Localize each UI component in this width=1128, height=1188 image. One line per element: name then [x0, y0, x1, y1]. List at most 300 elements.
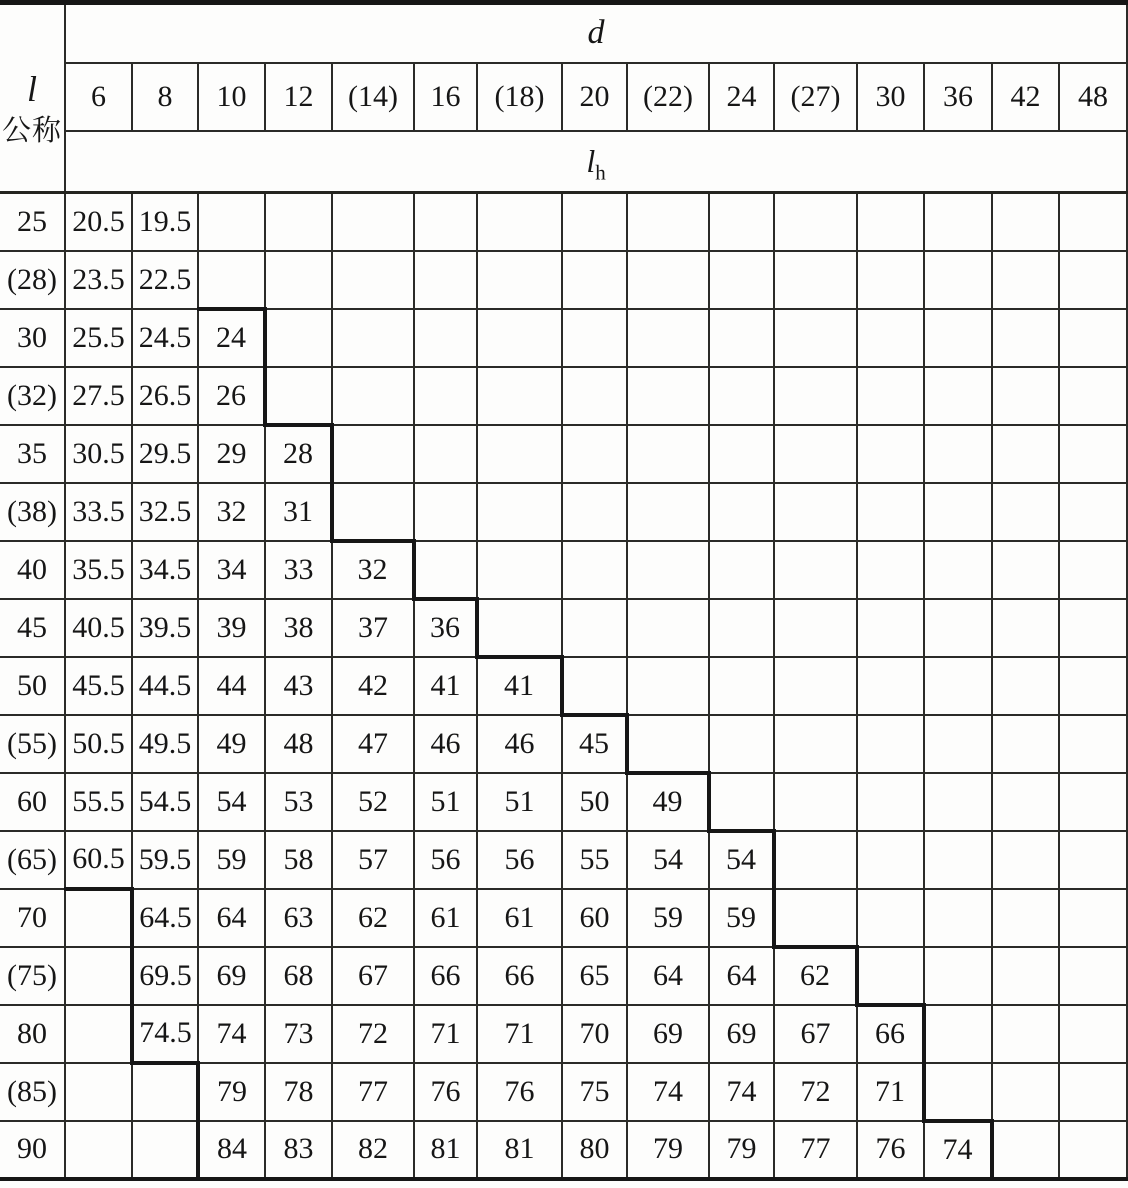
table-cell: 59.5	[132, 831, 198, 889]
row-label: 50	[0, 657, 65, 715]
table-cell: 74	[924, 1121, 992, 1179]
corner-symbol-l: l	[26, 69, 37, 109]
empty-cell	[627, 715, 709, 773]
corner-label-nominal: 公称	[1, 115, 62, 147]
empty-cell	[709, 251, 774, 309]
empty-cell	[924, 309, 992, 367]
table-cell: 43	[265, 657, 332, 715]
col-header-d-30: 30	[857, 63, 924, 131]
empty-cell	[992, 889, 1059, 947]
table-row-l-70	[0, 889, 1127, 947]
empty-cell	[627, 193, 709, 251]
table-cell: 31	[265, 483, 332, 541]
table-cell: 60.5	[65, 831, 132, 889]
table-row-l-50	[0, 657, 1127, 715]
empty-cell	[477, 599, 562, 657]
empty-cell	[477, 367, 562, 425]
empty-cell	[198, 193, 265, 251]
row-label: 40	[0, 541, 65, 599]
empty-cell	[65, 947, 132, 1005]
empty-cell	[332, 483, 414, 541]
table-cell: 72	[774, 1063, 857, 1121]
empty-cell	[1059, 599, 1127, 657]
table-cell: 52	[332, 773, 414, 831]
empty-cell	[627, 483, 709, 541]
row-label: 45	[0, 599, 65, 657]
column-group-header-d: d	[65, 3, 1127, 63]
empty-cell	[1059, 367, 1127, 425]
empty-cell	[857, 541, 924, 599]
row-label: 30	[0, 309, 65, 367]
empty-cell	[774, 309, 857, 367]
table-cell: 47	[332, 715, 414, 773]
row-label: 90	[0, 1121, 65, 1179]
empty-cell	[709, 483, 774, 541]
table-cell: 34.5	[132, 541, 198, 599]
table-cell: 32	[198, 483, 265, 541]
empty-cell	[65, 1121, 132, 1179]
empty-cell	[857, 483, 924, 541]
table-cell: 45.5	[65, 657, 132, 715]
table-cell: 77	[774, 1121, 857, 1179]
empty-cell	[774, 425, 857, 483]
table-cell: 44.5	[132, 657, 198, 715]
table-cell: 66	[414, 947, 477, 1005]
table-cell: 65	[562, 947, 627, 1005]
empty-cell	[709, 367, 774, 425]
table-cell: 55	[562, 831, 627, 889]
table-cell: 67	[774, 1005, 857, 1063]
col-header-d-22: (22)	[627, 63, 709, 131]
table-cell: 60	[562, 889, 627, 947]
empty-cell	[332, 425, 414, 483]
col-header-d-14: (14)	[332, 63, 414, 131]
table-cell: 84	[198, 1121, 265, 1179]
table-cell: 78	[265, 1063, 332, 1121]
table-cell: 64	[709, 947, 774, 1005]
table-cell: 23.5	[65, 251, 132, 309]
table-cell: 83	[265, 1121, 332, 1179]
empty-cell	[1059, 773, 1127, 831]
table-cell: 33	[265, 541, 332, 599]
col-header-d-42: 42	[992, 63, 1059, 131]
table-row-l-45	[0, 599, 1127, 657]
col-header-d-24: 24	[709, 63, 774, 131]
empty-cell	[1059, 1121, 1127, 1179]
table-cell: 56	[477, 831, 562, 889]
empty-cell	[132, 1063, 198, 1121]
table-cell: 19.5	[132, 193, 198, 251]
corner-header-nominal-length	[0, 3, 65, 193]
empty-cell	[562, 483, 627, 541]
empty-cell	[1059, 1063, 1127, 1121]
empty-cell	[992, 367, 1059, 425]
row-label: (28)	[0, 251, 65, 309]
col-header-d-8: 8	[132, 63, 198, 131]
diameter-group-row	[0, 3, 1127, 63]
empty-cell	[924, 947, 992, 1005]
table-row-l-90	[0, 1121, 1127, 1179]
empty-cell	[627, 309, 709, 367]
empty-cell	[414, 309, 477, 367]
table-cell: 80	[562, 1121, 627, 1179]
table-cell: 55.5	[65, 773, 132, 831]
empty-cell	[1059, 1005, 1127, 1063]
empty-cell	[924, 251, 992, 309]
table-cell: 45	[562, 715, 627, 773]
table-cell: 28	[265, 425, 332, 483]
empty-cell	[1059, 947, 1127, 1005]
table-cell: 54	[198, 773, 265, 831]
empty-cell	[562, 367, 627, 425]
row-label: 25	[0, 193, 65, 251]
empty-cell	[477, 425, 562, 483]
empty-cell	[992, 425, 1059, 483]
table-cell: 67	[332, 947, 414, 1005]
table-cell: 50.5	[65, 715, 132, 773]
row-label: (32)	[0, 367, 65, 425]
empty-cell	[265, 251, 332, 309]
table-row-l-60	[0, 773, 1127, 831]
table-cell: 53	[265, 773, 332, 831]
table-cell: 74	[627, 1063, 709, 1121]
empty-cell	[924, 889, 992, 947]
empty-cell	[627, 425, 709, 483]
col-header-d-18: (18)	[477, 63, 562, 131]
empty-cell	[774, 483, 857, 541]
empty-cell	[774, 715, 857, 773]
empty-cell	[562, 541, 627, 599]
empty-cell	[992, 251, 1059, 309]
empty-cell	[1059, 193, 1127, 251]
empty-cell	[627, 367, 709, 425]
table-cell: 64.5	[132, 889, 198, 947]
col-header-d-16: 16	[414, 63, 477, 131]
table-cell: 72	[332, 1005, 414, 1063]
empty-cell	[65, 1063, 132, 1121]
table-cell: 68	[265, 947, 332, 1005]
table-cell: 49	[198, 715, 265, 773]
table-cell: 34	[198, 541, 265, 599]
table-cell: 24	[198, 309, 265, 367]
empty-cell	[414, 367, 477, 425]
table-cell: 39.5	[132, 599, 198, 657]
table-cell: 54.5	[132, 773, 198, 831]
lh-symbol-l: l	[586, 142, 596, 179]
empty-cell	[857, 657, 924, 715]
table-row-l-35	[0, 425, 1127, 483]
col-header-d-27: (27)	[774, 63, 857, 131]
empty-cell	[1059, 715, 1127, 773]
empty-cell	[562, 251, 627, 309]
table-cell: 38	[265, 599, 332, 657]
empty-cell	[414, 425, 477, 483]
empty-cell	[857, 831, 924, 889]
empty-cell	[627, 657, 709, 715]
row-label: (75)	[0, 947, 65, 1005]
empty-cell	[65, 889, 132, 947]
empty-cell	[857, 193, 924, 251]
empty-cell	[65, 1005, 132, 1063]
empty-cell	[857, 947, 924, 1005]
table-cell: 54	[627, 831, 709, 889]
table-cell: 71	[414, 1005, 477, 1063]
empty-cell	[992, 773, 1059, 831]
table-cell: 39	[198, 599, 265, 657]
empty-cell	[132, 1121, 198, 1179]
table-cell: 41	[414, 657, 477, 715]
empty-cell	[709, 309, 774, 367]
table-cell: 42	[332, 657, 414, 715]
empty-cell	[992, 715, 1059, 773]
table-row-l-75	[0, 947, 1127, 1005]
table-cell: 56	[414, 831, 477, 889]
table-cell: 54	[709, 831, 774, 889]
table-row-l-40	[0, 541, 1127, 599]
table-cell: 79	[627, 1121, 709, 1179]
table-cell: 49	[627, 773, 709, 831]
row-label: 80	[0, 1005, 65, 1063]
table-cell: 74	[709, 1063, 774, 1121]
col-header-d-12: 12	[265, 63, 332, 131]
empty-cell	[857, 599, 924, 657]
table-cell: 41	[477, 657, 562, 715]
table-header	[0, 3, 1127, 193]
empty-cell	[774, 251, 857, 309]
empty-cell	[709, 599, 774, 657]
empty-cell	[992, 1063, 1059, 1121]
table-cell: 79	[198, 1063, 265, 1121]
table-row-l-32	[0, 367, 1127, 425]
diameter-values-row	[0, 63, 1127, 131]
empty-cell	[924, 599, 992, 657]
empty-cell	[924, 1005, 992, 1063]
table-cell: 29.5	[132, 425, 198, 483]
empty-cell	[924, 1063, 992, 1121]
table-cell: 63	[265, 889, 332, 947]
table-cell: 46	[477, 715, 562, 773]
empty-cell	[992, 541, 1059, 599]
table-row-l-55	[0, 715, 1127, 773]
empty-cell	[857, 309, 924, 367]
empty-cell	[924, 715, 992, 773]
empty-cell	[774, 367, 857, 425]
table-cell: 64	[627, 947, 709, 1005]
empty-cell	[774, 657, 857, 715]
empty-cell	[477, 309, 562, 367]
table-cell: 62	[332, 889, 414, 947]
table-cell: 51	[414, 773, 477, 831]
empty-cell	[924, 657, 992, 715]
table-cell: 29	[198, 425, 265, 483]
table-cell: 69.5	[132, 947, 198, 1005]
empty-cell	[627, 541, 709, 599]
empty-cell	[562, 309, 627, 367]
table-cell: 20.5	[65, 193, 132, 251]
table-cell: 71	[477, 1005, 562, 1063]
table-cell: 58	[265, 831, 332, 889]
table-cell: 36	[414, 599, 477, 657]
table-cell: 69	[627, 1005, 709, 1063]
table-cell: 46	[414, 715, 477, 773]
table-cell: 49.5	[132, 715, 198, 773]
col-header-d-36: 36	[924, 63, 992, 131]
table-cell: 59	[709, 889, 774, 947]
empty-cell	[1059, 309, 1127, 367]
table-cell: 70	[562, 1005, 627, 1063]
table-cell: 37	[332, 599, 414, 657]
col-header-d-48: 48	[1059, 63, 1127, 131]
empty-cell	[857, 889, 924, 947]
empty-cell	[332, 367, 414, 425]
lh-subscript-h: h	[595, 160, 606, 185]
empty-cell	[774, 541, 857, 599]
col-header-d-20: 20	[562, 63, 627, 131]
table-cell: 26.5	[132, 367, 198, 425]
table-cell: 40.5	[65, 599, 132, 657]
row-label: 60	[0, 773, 65, 831]
table-cell: 74	[198, 1005, 265, 1063]
table-cell: 61	[414, 889, 477, 947]
empty-cell	[627, 251, 709, 309]
empty-cell	[774, 773, 857, 831]
empty-cell	[992, 1005, 1059, 1063]
table-cell: 33.5	[65, 483, 132, 541]
subheader-lh-row	[0, 131, 1127, 193]
empty-cell	[414, 541, 477, 599]
table-cell: 30.5	[65, 425, 132, 483]
table-cell: 73	[265, 1005, 332, 1063]
empty-cell	[857, 251, 924, 309]
table-row-l-80	[0, 1005, 1127, 1063]
table-cell: 59	[198, 831, 265, 889]
row-label: (55)	[0, 715, 65, 773]
table-cell: 35.5	[65, 541, 132, 599]
table-cell: 76	[414, 1063, 477, 1121]
table-cell: 71	[857, 1063, 924, 1121]
table-cell: 32	[332, 541, 414, 599]
table-cell: 66	[477, 947, 562, 1005]
empty-cell	[774, 193, 857, 251]
empty-cell	[1059, 425, 1127, 483]
table-cell: 51	[477, 773, 562, 831]
table-cell: 59	[627, 889, 709, 947]
table-row-l-65	[0, 831, 1127, 889]
table-row-l-38	[0, 483, 1127, 541]
table-cell: 25.5	[65, 309, 132, 367]
empty-cell	[198, 251, 265, 309]
empty-cell	[1059, 831, 1127, 889]
col-header-d-6: 6	[65, 63, 132, 131]
table-cell: 69	[709, 1005, 774, 1063]
empty-cell	[774, 599, 857, 657]
empty-cell	[265, 193, 332, 251]
empty-cell	[709, 425, 774, 483]
row-label: (85)	[0, 1063, 65, 1121]
table-cell: 50	[562, 773, 627, 831]
table-cell: 27.5	[65, 367, 132, 425]
empty-cell	[477, 193, 562, 251]
empty-cell	[992, 831, 1059, 889]
empty-cell	[992, 483, 1059, 541]
subheader-lh	[65, 131, 1127, 193]
empty-cell	[857, 425, 924, 483]
empty-cell	[992, 309, 1059, 367]
empty-cell	[332, 193, 414, 251]
empty-cell	[709, 541, 774, 599]
empty-cell	[414, 483, 477, 541]
empty-cell	[627, 599, 709, 657]
table-body	[0, 193, 1127, 1179]
table-cell: 82	[332, 1121, 414, 1179]
empty-cell	[774, 889, 857, 947]
table-cell: 81	[477, 1121, 562, 1179]
empty-cell	[265, 309, 332, 367]
table-cell: 57	[332, 831, 414, 889]
table-cell: 77	[332, 1063, 414, 1121]
empty-cell	[1059, 251, 1127, 309]
empty-cell	[924, 773, 992, 831]
row-label: (38)	[0, 483, 65, 541]
empty-cell	[1059, 657, 1127, 715]
table-cell: 64	[198, 889, 265, 947]
table-cell: 32.5	[132, 483, 198, 541]
empty-cell	[924, 367, 992, 425]
table-cell: 66	[857, 1005, 924, 1063]
table-cell: 44	[198, 657, 265, 715]
empty-cell	[265, 367, 332, 425]
table-row-l-25	[0, 193, 1127, 251]
row-label: 35	[0, 425, 65, 483]
table-cell: 61	[477, 889, 562, 947]
table-cell: 69	[198, 947, 265, 1005]
table-row-l-85	[0, 1063, 1127, 1121]
empty-cell	[414, 193, 477, 251]
empty-cell	[709, 657, 774, 715]
row-label: 70	[0, 889, 65, 947]
empty-cell	[562, 657, 627, 715]
empty-cell	[992, 947, 1059, 1005]
table-cell: 26	[198, 367, 265, 425]
empty-cell	[992, 599, 1059, 657]
empty-cell	[562, 425, 627, 483]
empty-cell	[992, 193, 1059, 251]
empty-cell	[1059, 889, 1127, 947]
table-cell: 75	[562, 1063, 627, 1121]
table-row-l-30	[0, 309, 1127, 367]
empty-cell	[414, 251, 477, 309]
empty-cell	[924, 483, 992, 541]
row-label: (65)	[0, 831, 65, 889]
empty-cell	[477, 483, 562, 541]
empty-cell	[562, 193, 627, 251]
empty-cell	[477, 251, 562, 309]
empty-cell	[924, 831, 992, 889]
empty-cell	[924, 541, 992, 599]
table-cell: 24.5	[132, 309, 198, 367]
empty-cell	[477, 541, 562, 599]
empty-cell	[709, 773, 774, 831]
table-cell: 76	[857, 1121, 924, 1179]
empty-cell	[709, 715, 774, 773]
empty-cell	[332, 251, 414, 309]
empty-cell	[857, 773, 924, 831]
empty-cell	[709, 193, 774, 251]
table-row-l-28	[0, 251, 1127, 309]
empty-cell	[857, 367, 924, 425]
empty-cell	[1059, 541, 1127, 599]
table-cell: 76	[477, 1063, 562, 1121]
